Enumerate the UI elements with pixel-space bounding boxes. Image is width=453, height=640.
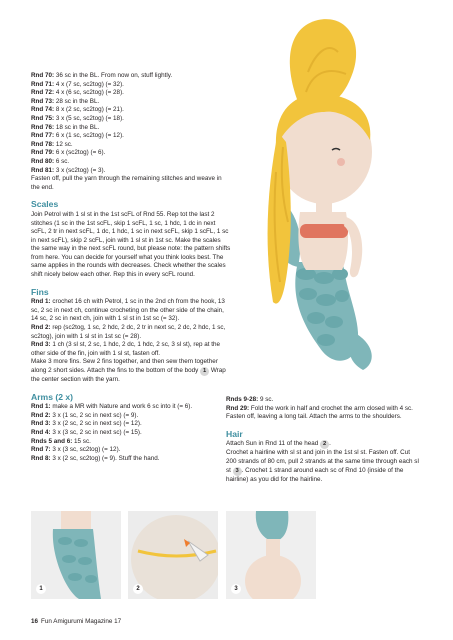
mermaid-doll-photo	[228, 12, 436, 372]
rnd-line: Rnd 29: Fold the work in half and crochet the arm closed with 4 sc. Fasten off, leaving a long tail. Attach the arms to the shoulders.	[226, 404, 413, 421]
rnd-line: Rnd 80: 6 sc.	[31, 157, 70, 165]
photo-ref-badge: 3	[233, 467, 242, 476]
scales-heading: Scales	[31, 199, 59, 210]
step-photo-2	[128, 511, 218, 599]
scales-text: Join Petrol with 1 sl st in the 1st scFL of Rnd 55. Rep tot the last 2 stitches (1 sc in the 1st scFL, skip 1 scFL, 1 sc, 1 hdc, 1 dc in next scFL, 2 tr in next scFL, 1 dc, 1 hdc, 1 sc in next scFL, skip 1 scFL, 1 sc in next scFL), skip 2 scFL, join with 1 sl st in 1st sc. Make the scales the same way in the next scFL round, but please note: the pattern shifts from here. You can decide for yourself what you think looks best. The same applies in the rounds with decreases. Check whether the scales shift nicely below each other. Rep this in every scFL round.	[31, 210, 231, 279]
rnd-line: Rnd 7: 3 x (3 sc, sc2tog) (= 12).	[31, 446, 121, 454]
bikini-top	[300, 224, 348, 238]
page-number: 16	[31, 618, 39, 625]
rnd-line: Rnd 70: 36 sc in the BL. From now on, stuff lightly.	[31, 72, 173, 79]
rnd-line: Rnd 4: 3 x (3 sc, 2 sc in next sc) (= 15).	[31, 428, 142, 436]
rnd-line: Rnd 8: 3 x (2 sc, sc2tog) (= 9). Stuff the hand.	[31, 454, 160, 462]
mermaid-doll-illustration	[228, 12, 436, 372]
step-photo-1	[31, 511, 121, 599]
hair-text-2: Crochet a hairline with sl st and join in the 1st sl st. Fasten off. Cut 200 strands of 80 cm, pull 2 strands at the same time through each sl st 3 . Crochet 1 strand around each sc of Rnd 10 (inside of the hairline) as you did for the hairline.	[226, 449, 419, 483]
photo-ref-badge: 1	[200, 367, 209, 376]
rnd-line: Rnd 76: 18 sc in the BL.	[31, 123, 100, 131]
photo-number: 2	[133, 584, 143, 594]
page-footer	[31, 618, 121, 625]
hair-heading: Hair	[226, 428, 243, 439]
rnd-line: Rnd 71: 4 x (7 sc, sc2tog) (= 32).	[31, 80, 124, 88]
rnd-line: Rnd 3: 3 x (2 sc, 2 sc in next sc) (= 12).	[31, 420, 142, 428]
fins-assembly-text: Make 3 more fins. Sew 2 fins together, and then sew them together along 2 short sides. Attach the fins to the bottom of the body 1 Wrap the center section with the yarn.	[31, 358, 226, 383]
rnd-line: Rnd 1: make a MR with Nature and work 6 sc into it (= 6).	[31, 403, 193, 411]
rnd-line: Rnd 79: 6 x (sc2tog) (= 6).	[31, 149, 106, 157]
body-shape	[298, 212, 348, 270]
photo-number: 3	[231, 584, 241, 594]
fins-heading: Fins	[31, 286, 49, 297]
rnd-line: Rnd 73: 28 sc in the BL.	[31, 97, 100, 105]
cheek-blush	[337, 158, 345, 166]
photo-ref-badge: 2	[320, 440, 329, 449]
arms-heading: Arms (2 x)	[31, 391, 74, 402]
right-column	[226, 396, 422, 484]
rnd-line: Rnd 3: 1 ch (3 sl st, 2 sc, 1 hdc, 2 dc, 1 hdc, 2 sc, 3 sl st), rep at the other side of the fin, join with 1 sl st, fasten off.	[31, 341, 220, 357]
magazine-title: Fun Amigurumi Magazine 17	[41, 618, 122, 625]
rnd-line: Rnd 81: 3 x (sc2tog) (= 3).	[31, 166, 106, 174]
rounds-intro	[31, 72, 231, 192]
rnd-line: Rnd 75: 3 x (5 sc, sc2tog) (= 18).	[31, 114, 124, 122]
hair-bun	[290, 19, 356, 104]
left-column	[31, 72, 231, 463]
rnd-line: Rnd 72: 4 x (6 sc, sc2tog) (= 28).	[31, 89, 124, 97]
rnd-line: Rnd 77: 6 x (1 sc, sc2tog) (= 12).	[31, 132, 124, 140]
tail-fin	[349, 332, 372, 370]
rnd-line: Rnd 2: 3 x (1 sc, 2 sc in next sc) (= 9).	[31, 411, 139, 419]
fasten-off-text: Fasten off, pull the yarn through the remaining stitches and weave in the end.	[31, 175, 222, 191]
rnd-line: Rnd 78: 12 sc.	[31, 140, 73, 148]
step-photo-3	[226, 511, 316, 599]
hair-text-1: Attach Sun in Rnd 11 of the head 2 .	[226, 440, 331, 448]
rnd-line: Rnds 5 and 6: 15 sc.	[31, 437, 91, 445]
photo-number: 1	[36, 584, 46, 594]
rnd-line: Rnd 74: 8 x (2 sc, sc2tog) (= 21).	[31, 106, 124, 114]
rnd-line: Rnd 1: crochet 16 ch with Petrol, 1 sc in the 2nd ch from the hook, 13 sc, 2 sc in next ch, continue crocheting on the other side of the chain, 14 sc, 2 sc in next ch, join with 1 sl st in 1st sc (= 32).	[31, 298, 225, 323]
rnd-line: Rnds 9-28: 9 sc.	[226, 396, 274, 403]
rnd-line: Rnd 2: rep (sc2tog, 1 sc, 2 hdc, 2 dc, 2 tr in next sc, 2 dc, 2 hdc, 1 sc, sc2tog), join with 1 sl st in 1st sc (= 28).	[31, 324, 226, 340]
